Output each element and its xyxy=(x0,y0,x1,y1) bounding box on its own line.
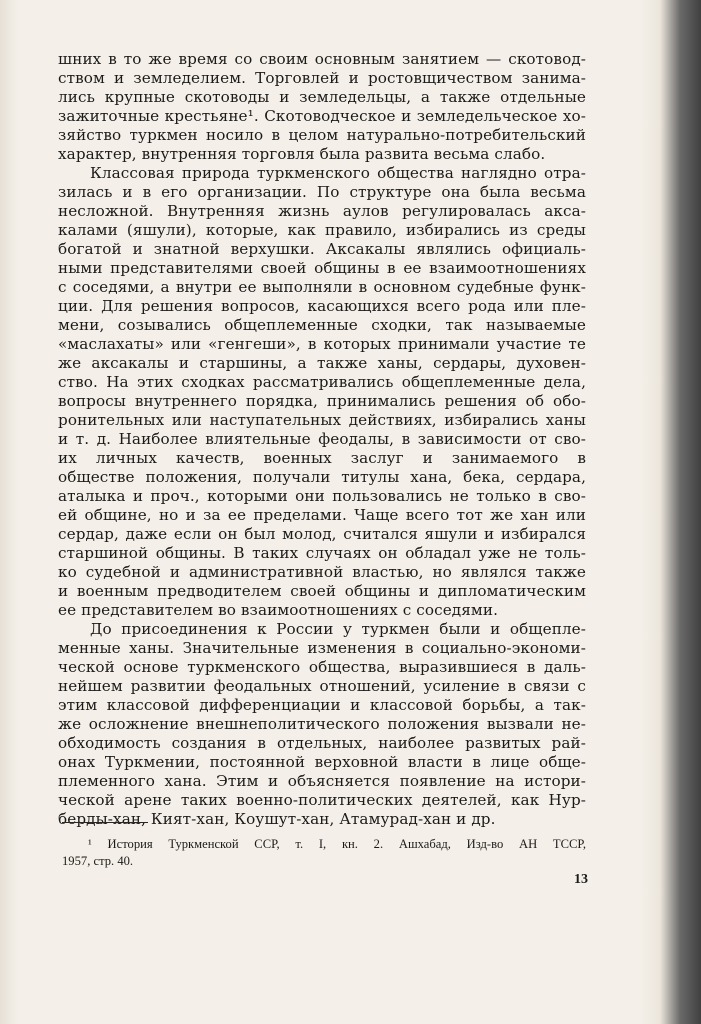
footnote-separator xyxy=(62,822,148,823)
text-line: Классовая природа туркменского общества наглядно отра- xyxy=(90,164,586,182)
text-line: ей общине, но и за ее пределами. Чаще всего тот же хан или xyxy=(58,506,586,524)
text-line: ческой основе туркменского общества, выразившиеся в даль- xyxy=(58,658,586,676)
text-line: зажиточные крестьяне¹. Скотоводческое и земледельческое хо- xyxy=(58,107,586,125)
text-line: ством и земледелием. Торговлей и ростовщичеством занима- xyxy=(58,69,586,87)
text-line: зилась и в его организации. По структуре она была весьма xyxy=(58,183,586,201)
text-line: с соседями, а внутри ее выполняли в основном судебные функ- xyxy=(58,278,586,296)
text-line: характер, внутренняя торговля была развита весьма слабо. xyxy=(58,145,546,163)
text-line: вопросы внутреннего порядка, принимались решения об обо- xyxy=(58,392,586,410)
footnote-line: 1957, стр. 40. xyxy=(62,854,134,868)
text-line: мени, созывались общеплеменные сходки, так называемые xyxy=(58,316,586,334)
text-line: несложной. Внутренняя жизнь аулов регулировалась акса- xyxy=(58,202,586,220)
text-line: же аксакалы и старшины, а также ханы, сердары, духовен- xyxy=(58,354,586,372)
body-text xyxy=(58,50,586,829)
text-line: зяйство туркмен носило в целом натурально-потребительский xyxy=(58,126,586,144)
text-line: аталыка и проч., которыми они пользовались не только в сво- xyxy=(58,487,586,505)
text-line: ство. На этих сходках рассматривались общеплеменные дела, xyxy=(58,373,586,391)
text-line: берды-хан, Кият-хан, Коушут-хан, Атамурад-хан и др. xyxy=(58,810,496,828)
text-line: старшиной общины. В таких случаях он обладал уже не толь- xyxy=(58,544,586,562)
text-line: и т. д. Наиболее влиятельные феодалы, в зависимости от сво- xyxy=(58,430,586,448)
text-line: их личных качеств, военных заслуг и занимаемого в xyxy=(58,449,586,467)
text-line: ко судебной и административной властью, но являлся также xyxy=(58,563,586,581)
footnote-line: ¹ История Туркменской ССР, т. I, кн. 2. Ашхабад, Изд-во АН ТССР, xyxy=(88,837,586,851)
footnote xyxy=(62,836,586,870)
text-line: ными представителями своей общины в ее взаимоотношениях xyxy=(58,259,586,277)
text-line: племенного хана. Этим и объясняется появление на истори- xyxy=(58,772,586,790)
text-line: и военным предводителем своей общины и дипломатическим xyxy=(58,582,586,600)
text-line: богатой и знатной верхушки. Аксакалы являлись официаль- xyxy=(58,240,586,258)
text-line: ческой арене таких военно-политических деятелей, как Нур- xyxy=(58,791,586,809)
text-line: этим классовой дифференциации и классовой борьбы, а так- xyxy=(58,696,586,714)
text-line: лись крупные скотоводы и земледельцы, а также отдельные xyxy=(58,88,586,106)
text-line: ее представителем во взаимоотношениях с соседями. xyxy=(58,601,498,619)
text-line: сердар, даже если он был молод, считался яшули и избирался xyxy=(58,525,586,543)
text-line: калами (яшули), которые, как правило, избирались из среды xyxy=(58,221,586,239)
text-line: «маслахаты» или «генгеши», в которых принимали участие те xyxy=(58,335,586,353)
text-line: ции. Для решения вопросов, касающихся всего рода или пле- xyxy=(58,297,586,315)
text-line: ронительных или наступательных действиях, избирались ханы xyxy=(58,411,586,429)
text-line: менные ханы. Значительные изменения в социально-экономи- xyxy=(58,639,586,657)
text-line: До присоединения к России у туркмен были и общепле- xyxy=(90,620,586,638)
text-line: шних в то же время со своим основным занятием — скотовод- xyxy=(58,50,586,68)
text-line: нейшем развитии феодальных отношений, усиление в связи с xyxy=(58,677,586,695)
text-line: обществе положения, получали титулы хана, бека, сердара, xyxy=(58,468,586,486)
text-line: онах Туркмении, постоянной верховной власти в лице обще- xyxy=(58,753,586,771)
text-line: обходимость создания в отдельных, наиболее развитых рай- xyxy=(58,734,586,752)
page-number: 13 xyxy=(574,872,588,887)
text-line: же осложнение внешнеполитического положения вызвали не- xyxy=(58,715,586,733)
